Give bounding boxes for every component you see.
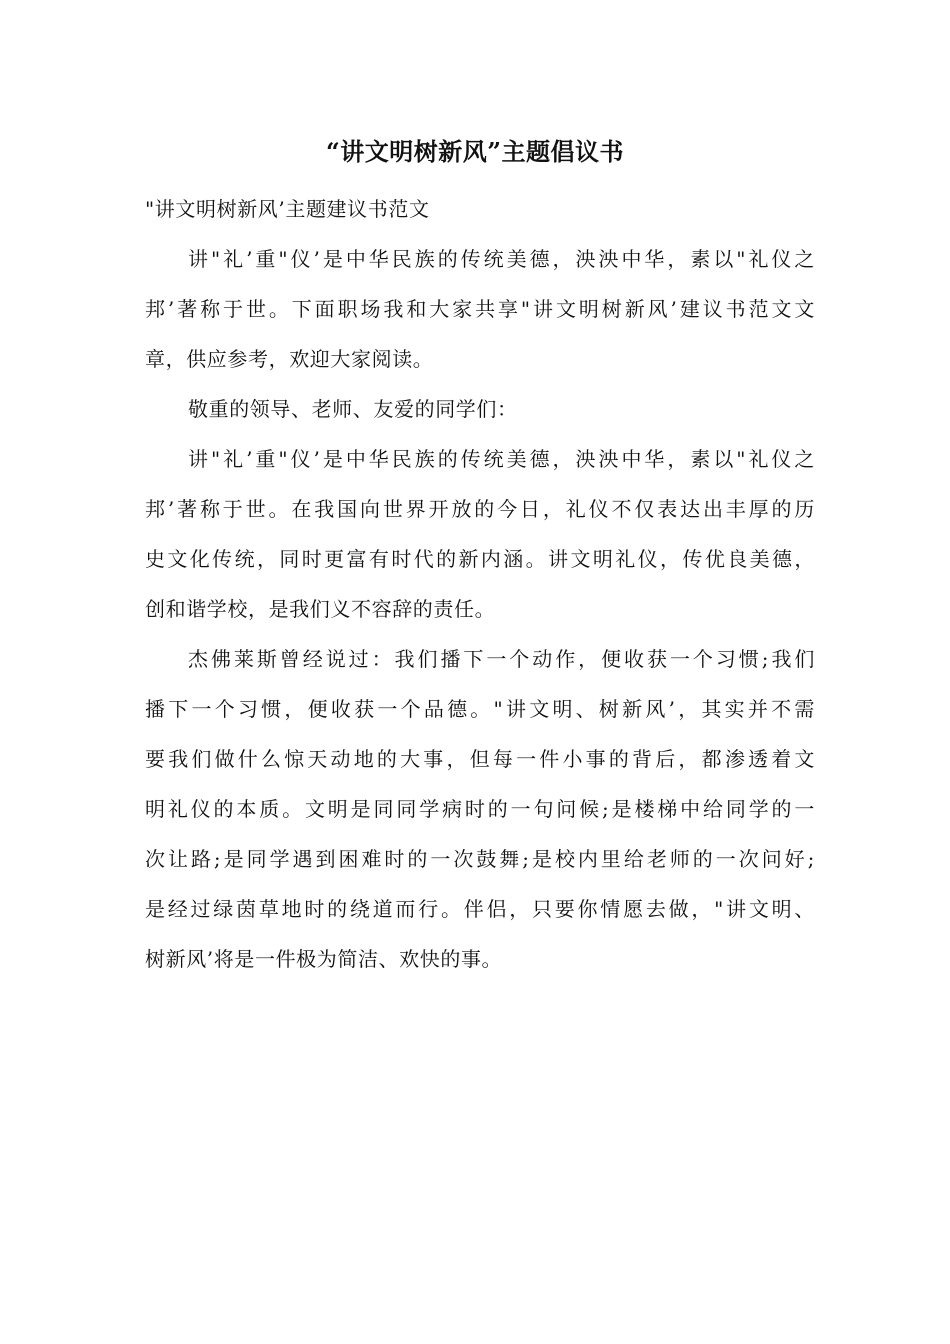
paragraph-3-line-5: 次让路;是同学遇到困难时的一次鼓舞;是校内里给老师的一次问好; xyxy=(145,847,815,871)
paragraph-2-line-3: 史文化传统，同时更富有时代的新内涵。讲文明礼仪，传优良美德， xyxy=(145,547,815,571)
paragraph-3-line-2: 播下一个习惯，便收获一个品德。"讲文明、树新风’，其实并不需 xyxy=(145,697,815,721)
paragraph-3-line-1: 杰佛莱斯曾经说过：我们播下一个动作，便收获一个习惯;我们 xyxy=(188,647,815,671)
document-body xyxy=(145,184,815,984)
paragraph-2-line-4: 创和谐学校，是我们义不容辞的责任。 xyxy=(145,597,496,621)
subtitle-line: "讲文明树新风’主题建议书范文 xyxy=(145,197,430,221)
paragraph-2-line-2: 邦’著称于世。在我国向世界开放的今日，礼仪不仅表达出丰厚的历 xyxy=(145,497,815,521)
paragraph-1-line-3: 章，供应参考，欢迎大家阅读。 xyxy=(145,347,434,371)
paragraph-3-line-6: 是经过绿茵草地时的绕道而行。伴侣，只要你情愿去做，"讲文明、 xyxy=(145,897,815,921)
paragraph-1-line-1: 讲"礼’重"仪’是中华民族的传统美德，泱泱中华，素以"礼仪之 xyxy=(188,247,815,271)
paragraph-3-line-4: 明礼仪的本质。文明是同同学病时的一句问候;是楼梯中给同学的一 xyxy=(145,797,815,821)
paragraph-3-line-3: 要我们做什么惊天动地的大事，但每一件小事的背后，都渗透着文 xyxy=(145,747,815,771)
salutation-line: 敬重的领导、老师、友爱的同学们： xyxy=(188,397,518,421)
paragraph-2-line-1: 讲"礼’重"仪’是中华民族的传统美德，泱泱中华，素以"礼仪之 xyxy=(188,447,815,471)
document-title: “讲文明树新风”主题倡议书 xyxy=(325,137,625,166)
paragraph-3-line-7: 树新风’将是一件极为简洁、欢快的事。 xyxy=(145,947,503,971)
paragraph-1-line-2: 邦’著称于世。下面职场我和大家共享"讲文明树新风’建议书范文文 xyxy=(145,297,815,321)
